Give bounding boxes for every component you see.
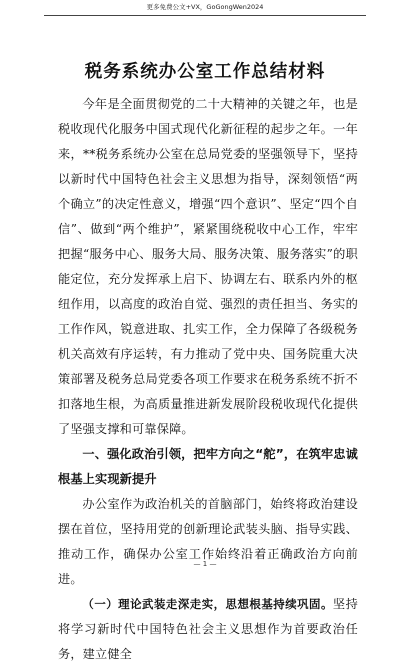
subsection-1-lead: （一）理论武装走深走实，思想根基持续巩固。 — [82, 597, 333, 611]
page-header-banner: 更多免费公文+VX，GoGongWen2024 — [146, 3, 264, 11]
document-title: 税务系统办公室工作总结材料 — [84, 62, 326, 82]
section-1-paragraph: 办公室作为政治机关的首脑部门，始终将政治建设摆在首位，坚持用党的创新理论武装头脑、指导实践、推动工作，确保办公室工作始终沿着正确政治方向前进。 — [58, 497, 358, 586]
subsection-1-text: 坚持将学习新时代中国特色社会主义思想作为首要政治任务，建立健全 — [58, 597, 358, 661]
subsection-1 — [58, 592, 358, 667]
document-body — [58, 92, 358, 667]
page-number: — 1 — — [193, 560, 217, 568]
header-divider — [44, 15, 366, 16]
intro-paragraph: 今年是全面贯彻党的二十大精神的关键之年，也是税收现代化服务中国式现代化新征程的起步之年。一年来，**税务系统办公室在总局党委的坚强领导下，坚持以新时代中国特色社会主义思想为指导，深刻领悟“两个确立”的决定性意义，增强“四个意识”、坚定“四个自信”、做到“两个维护”，紧紧围绕税收中心工作，牢牢把握“服务中心、服务大局、服务决策、服务落实”的职能定位，充分发挥承上启下、协调左右、联系内外的枢纽作用，以高度的政治自觉、强烈的责任担当、务实的工作作风，锐意进取、扎实工作，全力保障了各级税务机关高效有序运转，有力推动了党中央、国务院重大决策部署及税务总局党委各项工作要求在税务系统不折不扣落地生根，为高质量推进新发展阶段税收现代化提供了坚强支撑和可靠保障。 — [58, 97, 358, 436]
section-heading-1: 一、强化政治引领，把牢方向之“舵”，在筑牢忠诚根基上实现新提升 — [58, 447, 358, 486]
